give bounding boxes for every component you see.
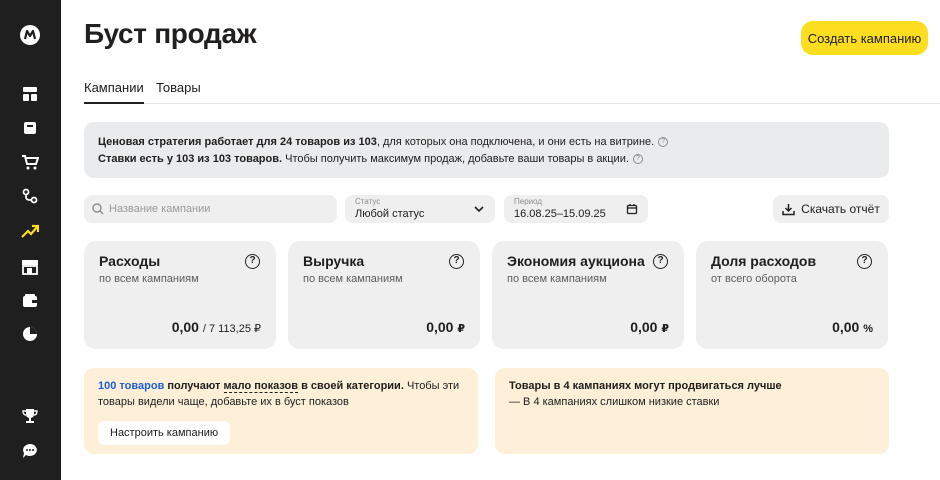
promo-bold-a: получают	[164, 380, 224, 392]
info-banner	[84, 122, 889, 178]
status-select-value: Любой статус	[355, 208, 425, 220]
help-icon[interactable]: ?	[633, 154, 643, 164]
wallet-icon[interactable]	[19, 290, 41, 312]
card-value	[172, 319, 261, 335]
pie-chart-icon[interactable]	[19, 323, 41, 345]
period-select[interactable]	[504, 195, 648, 223]
card-value	[426, 319, 465, 335]
card-value-number: 0,00	[171, 319, 199, 335]
promo-text	[98, 378, 464, 410]
search-icon	[92, 203, 104, 215]
banner-line-1	[98, 134, 875, 151]
low-impressions-term[interactable]: мало показов	[223, 380, 299, 392]
search-field[interactable]	[84, 195, 337, 223]
tab-products[interactable]: Товары	[156, 80, 201, 95]
card-subtitle: от всего оборота	[711, 273, 797, 285]
sidebar	[0, 0, 61, 480]
card-value-number: 0,00	[832, 319, 860, 335]
banner-line-2	[98, 151, 875, 168]
help-icon[interactable]: ?	[245, 254, 260, 269]
metric-card-auction-savings	[492, 241, 684, 349]
page-title: Буст продаж	[84, 18, 257, 49]
tabs	[84, 80, 940, 104]
download-icon	[782, 203, 795, 216]
promo-low-impressions	[84, 368, 478, 454]
main-content	[84, 0, 940, 480]
card-value-unit: ₽	[457, 323, 465, 335]
create-campaign-button[interactable]: Создать кампанию	[801, 21, 928, 55]
help-icon[interactable]: ?	[653, 254, 668, 269]
dashboard-icon[interactable]	[19, 83, 41, 105]
card-value-number: 0,00	[426, 319, 454, 335]
status-select[interactable]	[345, 195, 495, 223]
route-icon[interactable]	[19, 185, 41, 207]
bag-icon[interactable]	[19, 117, 41, 139]
tab-campaigns[interactable]: Кампании	[84, 80, 144, 104]
card-subtitle: по всем кампаниям	[507, 273, 607, 285]
store-icon[interactable]	[19, 256, 41, 278]
card-value	[832, 319, 873, 335]
card-value-total: / 7 113,25 ₽	[202, 323, 261, 335]
metric-card-expense-share	[696, 241, 888, 349]
promo-rest: Чтобы эти товары видели чаще, добавьте их в буст показов	[98, 380, 460, 408]
status-select-label: Статус	[355, 197, 381, 206]
promo-advice-text: — В 4 кампаниях слишком низкие ставки	[509, 396, 720, 408]
banner-line-1-bold: Ценовая стратегия работает для 24 товаров из 103	[98, 136, 377, 148]
card-value-number: 0,00	[630, 319, 658, 335]
card-subtitle: по всем кампаниям	[99, 273, 199, 285]
products-link[interactable]: 100 товаров	[98, 380, 165, 392]
help-icon[interactable]: ?	[857, 254, 872, 269]
trophy-icon[interactable]	[19, 405, 41, 427]
period-select-value: 16.08.25–15.09.25	[514, 208, 606, 220]
chevron-down-icon	[473, 203, 485, 215]
help-icon[interactable]: ?	[449, 254, 464, 269]
download-report-label: Скачать отчёт	[801, 202, 880, 216]
metric-card-revenue	[288, 241, 480, 349]
search-input[interactable]	[109, 203, 329, 215]
download-report-button[interactable]	[773, 195, 889, 223]
banner-line-1-text: , для которых она подключена, и они есть на витрине.	[376, 136, 655, 148]
calendar-icon	[626, 203, 638, 215]
card-title: Расходы	[99, 253, 161, 269]
card-value-unit: %	[863, 323, 873, 335]
card-title: Выручка	[303, 253, 365, 269]
card-value	[630, 319, 669, 335]
promo-bold-b: в своей категории.	[298, 380, 404, 392]
promo-advice-title: Товары в 4 кампаниях могут продвигаться лучше	[509, 380, 782, 392]
card-subtitle: по всем кампаниям	[303, 273, 403, 285]
card-value-unit: ₽	[661, 323, 669, 335]
setup-campaign-button[interactable]: Настроить кампанию	[98, 421, 230, 445]
help-icon[interactable]: ?	[658, 137, 668, 147]
chat-icon[interactable]	[19, 440, 41, 462]
period-select-label: Период	[514, 197, 543, 206]
card-title: Доля расходов	[711, 253, 817, 269]
trend-up-icon[interactable]	[19, 220, 41, 242]
cart-icon[interactable]	[19, 151, 41, 173]
promo-campaigns-advice	[495, 368, 889, 454]
card-title: Экономия аукциона	[507, 253, 645, 269]
banner-line-2-text: Чтобы получить максимум продаж, добавьте ваши товары в акции.	[282, 153, 629, 165]
logo-icon[interactable]	[19, 24, 41, 46]
metric-card-expenses	[84, 241, 276, 349]
banner-line-2-bold: Ставки есть у 103 из 103 товаров.	[98, 153, 283, 165]
